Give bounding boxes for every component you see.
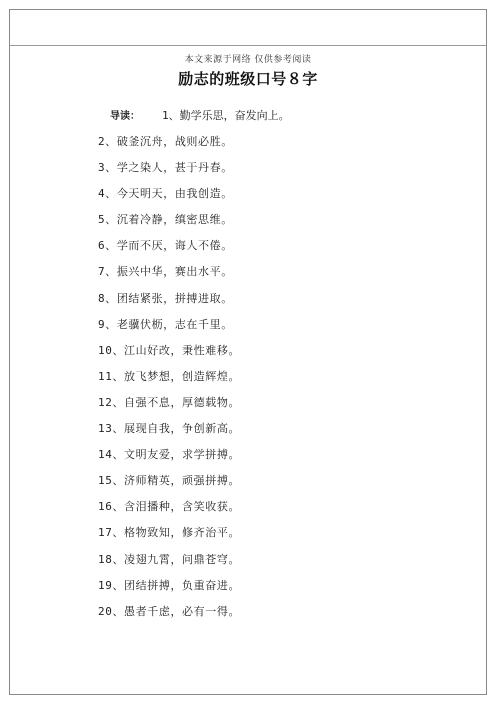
slogan-item: 17、格物致知，修齐治平。 xyxy=(98,526,241,540)
slogan-item: 15、济师精英，顽强拼搏。 xyxy=(98,474,241,488)
slogan-item: 20、愚者千虑，必有一得。 xyxy=(98,604,241,618)
slogan-item: 2、破釜沉舟，战则必胜。 xyxy=(98,135,233,148)
lead-row xyxy=(110,107,290,123)
source-note: 本文来源于网络 仅供参考阅读 xyxy=(184,55,312,65)
slogan-list xyxy=(98,133,240,629)
slogan-item: 8、团结紧张，拼搏进取。 xyxy=(98,291,233,305)
slogan-item: 9、老骥伏枥，志在千里。 xyxy=(98,317,233,331)
lead-text: 1、勤学乐思，奋发向上。 xyxy=(162,109,290,122)
slogan-item: 16、含泪播种，含笑收获。 xyxy=(98,500,241,514)
slogan-item: 5、沉着冷静，缜密思维。 xyxy=(98,213,233,227)
slogan-item: 11、放飞梦想，创造辉煌。 xyxy=(98,369,241,383)
slogan-item: 12、自强不息，厚德载物。 xyxy=(98,395,241,409)
slogan-item: 19、团结拼搏，负重奋进。 xyxy=(98,578,241,592)
slogan-item: 18、凌翅九霄，问鼎苍穹。 xyxy=(98,552,241,566)
slogan-item: 4、今天明天，由我创造。 xyxy=(98,187,233,201)
lead-label: 导读： xyxy=(110,111,140,122)
slogan-item: 6、学而不厌，诲人不倦。 xyxy=(98,239,233,253)
slogan-item: 14、文明友爱，求学拼搏。 xyxy=(98,448,241,462)
slogan-item: 7、振兴中华，赛出水平。 xyxy=(98,265,233,279)
slogan-item: 10、江山好改，秉性难移。 xyxy=(98,343,241,357)
header-divider xyxy=(9,45,487,46)
document-title: 励志的班级口号８字 xyxy=(178,70,318,88)
slogan-item: 3、学之染人，甚于丹春。 xyxy=(98,161,233,175)
slogan-item: 13、展现自我，争创新高。 xyxy=(98,422,241,436)
